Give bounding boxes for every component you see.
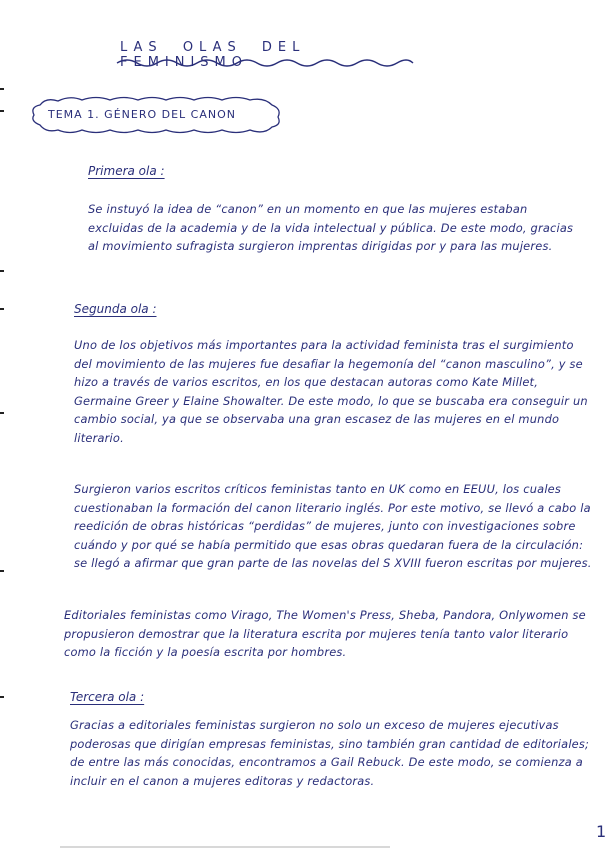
topic-cloud-box xyxy=(26,95,286,135)
title-wavy-underline xyxy=(115,56,415,70)
section-heading-segunda-ola: Segunda ola : xyxy=(74,302,157,316)
section-heading-primera-ola: Primera ola : xyxy=(88,164,165,178)
topic-label: TEMA 1. GÉNERO DEL CANON xyxy=(48,108,236,121)
paragraph-segunda-ola-1: Uno de los objetivos más importantes para la actividad feminista tras el surgimiento del movimiento de las mujeres fue desafiar la hegemonía del “canon masculino”, y se hizo a través de varios escritos, en los que destacan autoras como Kate Millet, Germaine Greer y Elaine Showalter. De este modo, lo que se buscaba era conseguir un cambio social, ya que se observaba una gran escasez de las mujeres en el mundo literario. xyxy=(74,338,588,445)
scan-edge-mark xyxy=(0,110,4,112)
page-number: 1 xyxy=(596,822,607,841)
page-title: LAS OLAS DEL FEMINISMO xyxy=(120,40,306,70)
paragraph-tercera-ola: Gracias a editoriales feministas surgieron no solo un exceso de mujeres ejecutivas poderosas que dirigían empresas feministas, sino también gran cantidad de editoriales; de entre las más conocidas, encontramos a Gail Rebuck. De este modo, se comienza a incluir en el canon a mujeres editoras y redactoras. xyxy=(70,718,590,788)
section-heading-tercera-ola: Tercera ola : xyxy=(70,690,145,704)
paragraph-segunda-ola-2: Surgieron varios escritos críticos feministas tanto en UK como en EEUU, los cuales cuestionaban la formación del canon literario inglés. Por este motivo, se llevó a cabo la reedición de obras históricas “perdidas” de mujeres, junto con investigaciones sobre cuándo y por qué se había permitido que esas obras quedaran fuera de la circulación: se llegó a afirmar que gran parte de las novelas del S XVIII fueron escritas por mujeres. xyxy=(74,482,592,571)
paragraph-primera-ola: Se instuyó la idea de “canon” en un momento en que las mujeres estaban excluidas de la academia y de la vida intelectual y pública. De este modo, gracias al movimiento sufragista surgieron imprentas dirigidas por y para las mujeres. xyxy=(88,202,574,254)
scan-edge-mark xyxy=(0,308,4,310)
paragraph-segunda-ola-3: Editoriales feministas como Virago, The Women's Press, Sheba, Pandora, Onlywomen se propusieron demostrar que la literatura escrita por mujeres tenía tanto valor literario como la ficción y la poesía escrita por hombres. xyxy=(64,608,586,660)
scan-edge-mark xyxy=(0,88,4,90)
scan-edge-mark xyxy=(0,696,4,698)
scan-edge-mark xyxy=(0,412,4,414)
scan-edge-mark xyxy=(0,570,4,572)
scan-edge-mark xyxy=(0,270,4,272)
